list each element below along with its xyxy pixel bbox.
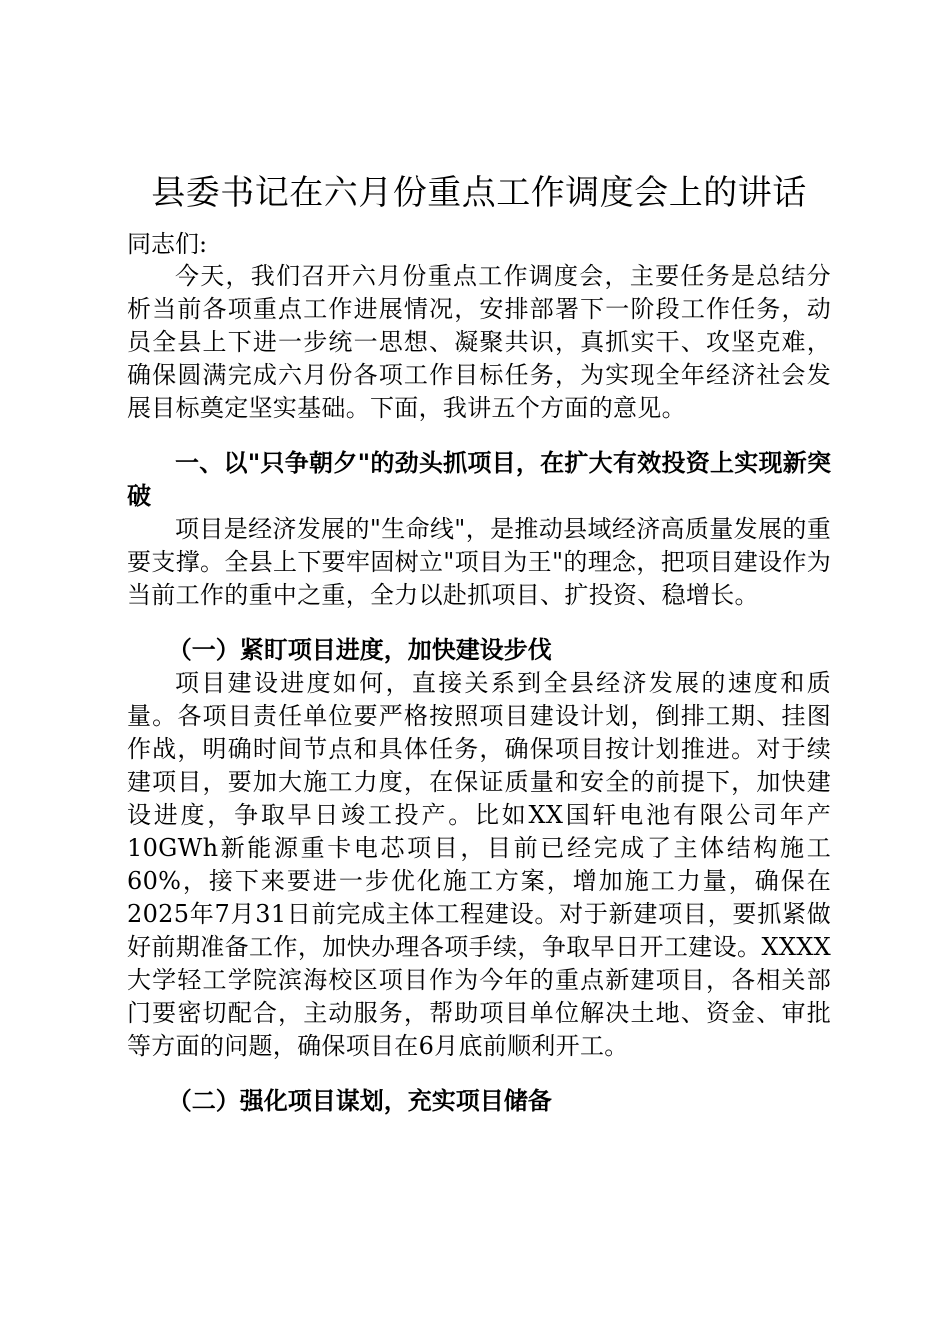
intro-paragraph: 今天，我们召开六月份重点工作调度会，主要任务是总结分析当前各项重点工作进展情况，安排部署下一阶段工作任务，动员全县上下进一步统一思想、凝聚共识，真抓实干、攻坚克难，确保圆满完成六月份各项工作目标任务，为实现全年经济社会发展目标奠定坚实基础。下面，我讲五个方面的意见。 [127, 262, 831, 422]
subsection-1-heading: （一）紧盯项目进度，加快建设步伐 [167, 636, 552, 664]
subsection-2-heading: （二）强化项目谋划，充实项目储备 [167, 1087, 552, 1115]
document-body [127, 170, 831, 1118]
section-1-paragraph: 项目是经济发展的"生命线"，是推动县域经济高质量发展的重要支撑。全县上下要牢固树立"项目为王"的理念，把项目建设作为当前工作的重中之重，全力以赴抓项目、扩投资、稳增长。 [127, 515, 831, 609]
section-1-heading: 一、以"只争朝夕"的劲头抓项目，在扩大有效投资上实现新突破 [127, 449, 831, 510]
subsection-1-paragraph: 项目建设进度如何，直接关系到全县经济发展的速度和质量。各项目责任单位要严格按照项目建设计划，倒排工期、挂图作战，明确时间节点和具体任务，确保项目按计划推进。对于续建项目，要加大施工力度，在保证质量和安全的前提下，加快建设进度，争取早日竣工投产。比如XX国轩电池有限公司年产10GWh新能源重卡电芯项目，目前已经完成了主体结构施工60%，接下来要进一步优化施工方案，增加施工力量，确保在2025年7月31日前完成主体工程建设。对于新建项目，要抓紧做好前期准备工作，加快办理各项手续，争取早日开工建设。XXXX大学轻工学院滨海校区项目作为今年的重点新建项目，各相关部门要密切配合，主动服务，帮助项目单位解决土地、资金、审批等方面的问题，确保项目在6月底前顺利开工。 [127, 669, 831, 1060]
document-title: 县委书记在六月份重点工作调度会上的讲话 [151, 173, 807, 213]
salutation: 同志们: [127, 230, 208, 258]
